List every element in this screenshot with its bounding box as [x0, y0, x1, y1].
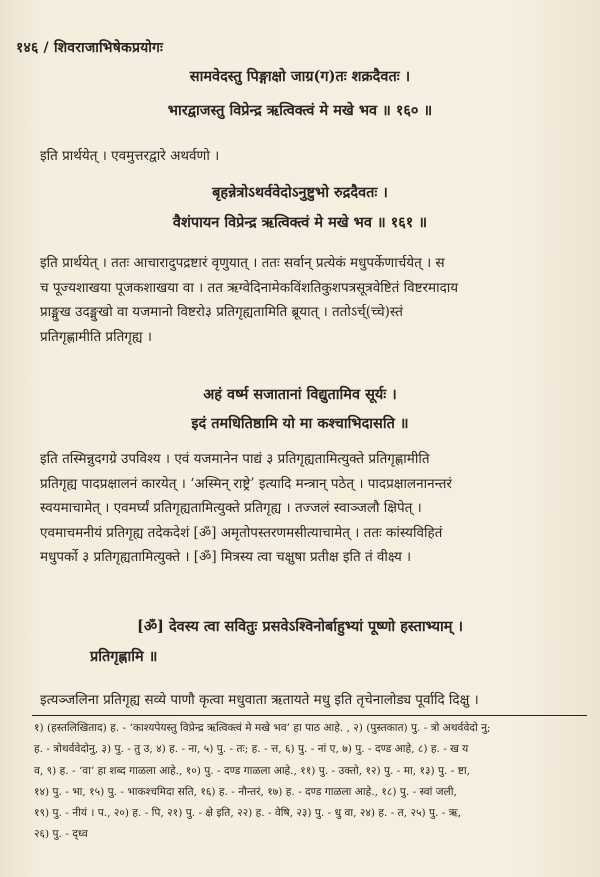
prose-3-line: इति तस्मिन्नुदगग्रे उपविश्य । एवं यजमानेन पाद्यं ३ प्रतिगृह्यतामित्युक्ते प्रतिगृह्णामीति: [40, 451, 430, 467]
verse-161-line-2: वैशंपायन विप्रेन्द्र ऋत्विक्त्वं मे मखे भव ॥ १६१ ॥: [172, 214, 428, 231]
page-number: १४६: [16, 40, 39, 56]
prose-3-line: स्वयमाचामेत् । एवमर्घ्यं प्रतिगृह्यतामित्युक्ते प्रतिगृह्य । तज्जलं स्वाञ्जलौ क्षिपेत् ।: [40, 500, 422, 516]
prose-paragraph-4: इत्यञ्जलिना प्रतिगृह्य सव्ये पाणौ कृत्वा मधुवाता ऋतायते मधु इति तृचेनालोड्य पूर्वादि दिक्षु ।: [40, 692, 479, 708]
prose-2-line: इति प्रार्थयेत् । ततः आचारादुपद्रष्टारं वृणुयात् । ततः सर्वान् प्रत्येकं मधुपर्केणार्चयेत् । स: [40, 255, 445, 271]
prose-3-line: प्रतिगृह्य पादप्रक्षालनं कारयेत् । ‘अस्मिन् राष्ट्रे’ इत्यादि मन्त्रान् पठेत् । पादप्रक्षालनानन्तरं: [40, 475, 452, 492]
footnote-line: व, ९) ह. - ‘वा’ हा शब्द गाळला आहे., १०) पु. - दण्ड गाळला आहे., ११) पु. - उक्तो, १२) पु. - मा, १३) पु. - ष्टा,: [34, 764, 471, 777]
verse-160-line-2: भारद्वाजस्तु विप्रेन्द्र ऋत्विक्त्वं मे मखे भव ॥ १६० ॥: [167, 102, 433, 119]
verse-161-line-1: बृहन्नेत्रोऽथर्ववेदोऽनुष्टुभो रुद्रदैवतः ।: [212, 184, 388, 201]
prose-paragraph-2: [40, 251, 575, 349]
running-title: शिवराजाभिषेकप्रयोगः: [53, 40, 163, 56]
prose-paragraph-1: इति प्रार्थयेत् । एवमुत्तरद्वारे अथर्वणो ।: [40, 148, 220, 164]
prose-2-line: च पूज्यशाखया पूजकशाखया वा । तत ऋग्वेदिनामेकविंशतिकुशपत्रसूत्रवेष्टितं विष्टरमादाय: [40, 279, 459, 296]
prose-paragraph-3: [40, 447, 575, 570]
footnote-divider: [32, 715, 587, 716]
verse-3-line-1: अहं वर्ष्म सजातानां विद्युतामिव सूर्यः ।: [203, 386, 397, 403]
footnote-line: १४) पु. - भा, १५) पु. - भाकश्चमिदा सति, १६) ह. - नौन्तरं, १७) ह. - दण्ड गाळला आहे., १८) पु. - स्वां जली,: [34, 785, 457, 798]
prose-3-line: एवमाचमनीयं प्रतिगृह्य तदेकदेशं [ॐ] अमृतोपस्तरणमसीत्याचामेत् । ततः कांस्यविहितं: [40, 524, 443, 541]
footnotes: [34, 718, 586, 846]
verse-4-line-1: [ॐ] देवस्य त्वा सवितुः प्रसवेऽश्विनोर्बाहुभ्यां पूष्णो हस्ताभ्याम् ।: [136, 618, 464, 635]
prose-3-line: मधुपर्को ३ प्रतिगृह्यतामित्युक्ते । [ॐ] मित्रस्य त्वा चक्षुषा प्रतीक्ष इति तं वीक्ष्य ।: [40, 549, 412, 565]
verse-160-line-1: सामवेदस्तु पिङ्गाक्षो जाग्र(ग)तः शक्रदैवतः ।: [189, 68, 411, 85]
verse-3-line-2: इदं तमधितिष्ठामि यो मा कश्चाभिदासति ॥: [191, 415, 409, 432]
verse-4-line-2: प्रतिगृह्णामि ॥: [90, 648, 158, 665]
footnote-line: १) (हस्तलिखिताद) ह. - ‘काश्यपेयस्तु विप्रेन्द्र ऋत्विक्त्वं मे मखे भव’ हा पाठ आहे. , २) (पुस्तकात) पु. - त्रो अथर्ववेदो नु;: [34, 722, 491, 734]
prose-2-line: प्रतिगृह्णामीति प्रतिगृह्य ।: [40, 328, 152, 345]
page-header: [16, 38, 163, 57]
footnote-line: १९) पु. - नीयं । प., २०) ह. - पि, २१) पु. - क्षे इति, २२) ह. - वेषि, २३) पु. - धु वा, २४) ह. - त, २५) पु. - ऋ,: [34, 807, 462, 820]
footnote-line: २६) पु. - द्ध्व: [34, 828, 88, 841]
prose-2-line: प्राङ्मुख उदङ्मुखो वा यजमानो विष्टरो३ प्रतिगृह्यतामिति ब्रूयात् । ततोऽर्च्(च्चे)स्तं: [40, 304, 403, 320]
footnote-line: ह. - त्रोथर्ववेदोनु, ३) पु. - तु उ, ४) ह. - ना, ५) पु. - तः; ह. - त्त, ६) पु. - नां ए, ७) पु. - दण्ड आहे, ८) ह. - ख य: [34, 743, 469, 756]
header-separator: /: [43, 40, 49, 56]
